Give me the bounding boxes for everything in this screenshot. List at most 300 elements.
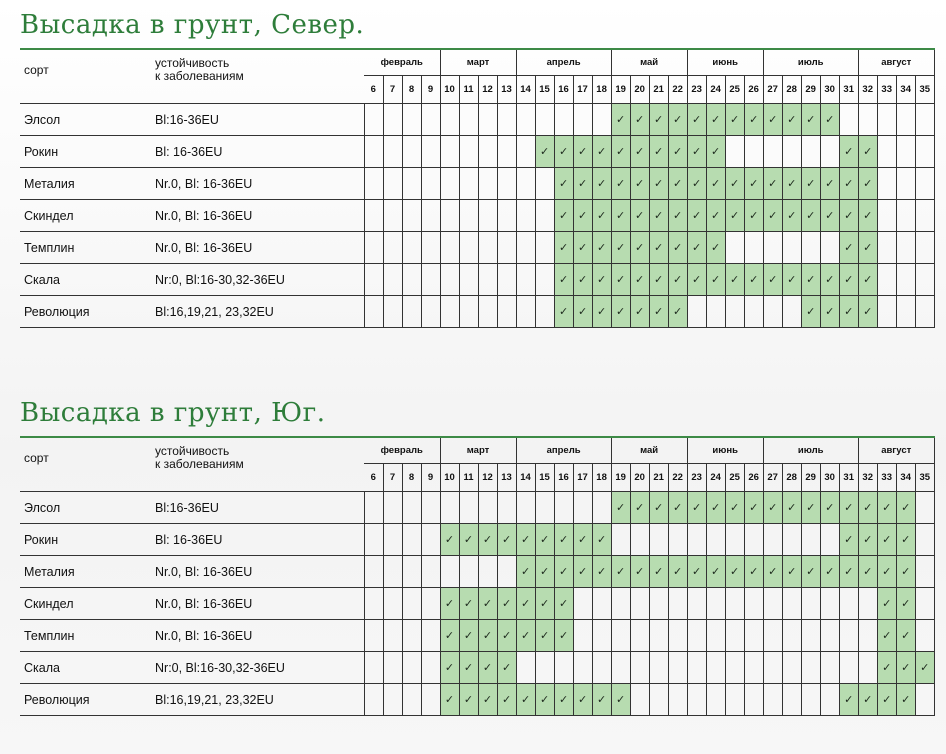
week-cell	[383, 620, 402, 652]
week-cell	[801, 620, 820, 652]
week-cell	[421, 104, 440, 136]
week-cell-planted: ✓	[668, 264, 687, 296]
week-cell-planted: ✓	[573, 524, 592, 556]
week-cell	[915, 492, 934, 524]
week-cell	[611, 588, 630, 620]
week-cell-planted: ✓	[573, 264, 592, 296]
week-cell-planted: ✓	[459, 652, 478, 684]
week-cell-planted: ✓	[668, 104, 687, 136]
week-cell	[421, 296, 440, 328]
week-cell	[687, 588, 706, 620]
week-cell-planted: ✓	[516, 620, 535, 652]
week-cell	[630, 588, 649, 620]
week-cell	[630, 652, 649, 684]
week-cell-planted: ✓	[801, 200, 820, 232]
week-cell-planted: ✓	[896, 588, 915, 620]
week-header: 30	[820, 76, 839, 104]
week-cell	[630, 620, 649, 652]
week-cell-planted: ✓	[478, 652, 497, 684]
variety-resistance: Nr.0, Bl: 16-36EU	[151, 232, 364, 264]
week-cell	[478, 200, 497, 232]
week-cell	[839, 620, 858, 652]
week-cell-planted: ✓	[858, 168, 877, 200]
week-cell	[478, 296, 497, 328]
week-cell	[801, 684, 820, 716]
week-cell	[896, 264, 915, 296]
header-resistance-line1: устойчивость	[155, 444, 230, 458]
week-cell-planted: ✓	[744, 492, 763, 524]
week-cell-planted: ✓	[687, 104, 706, 136]
week-cell	[402, 168, 421, 200]
week-cell-planted: ✓	[592, 556, 611, 588]
week-cell-planted: ✓	[611, 136, 630, 168]
week-cell	[497, 104, 516, 136]
week-cell-planted: ✓	[839, 200, 858, 232]
week-cell-planted: ✓	[668, 168, 687, 200]
planting-table	[20, 48, 935, 328]
week-cell-planted: ✓	[459, 620, 478, 652]
week-header: 8	[402, 464, 421, 492]
week-cell	[554, 652, 573, 684]
variety-name: Революция	[20, 684, 151, 716]
week-cell-planted: ✓	[459, 684, 478, 716]
week-cell-planted: ✓	[706, 556, 725, 588]
week-cell-planted: ✓	[858, 264, 877, 296]
week-cell	[763, 524, 782, 556]
week-cell-planted: ✓	[516, 588, 535, 620]
week-cell	[839, 652, 858, 684]
week-cell-planted: ✓	[896, 556, 915, 588]
week-cell	[383, 168, 402, 200]
week-cell	[573, 492, 592, 524]
week-cell	[896, 232, 915, 264]
week-header: 6	[364, 76, 383, 104]
week-cell	[744, 620, 763, 652]
week-cell	[516, 168, 535, 200]
week-cell-planted: ✓	[668, 200, 687, 232]
month-header: февраль	[364, 437, 440, 464]
week-header: 17	[573, 76, 592, 104]
header-resistance-line1: устойчивость	[155, 56, 230, 70]
week-header: 11	[459, 76, 478, 104]
variety-resistance: Nr.0, Bl: 16-36EU	[151, 588, 364, 620]
week-cell-planted: ✓	[497, 620, 516, 652]
week-cell	[364, 200, 383, 232]
week-cell-planted: ✓	[706, 136, 725, 168]
week-cell	[516, 232, 535, 264]
week-header: 29	[801, 76, 820, 104]
week-cell-planted: ✓	[801, 168, 820, 200]
week-cell	[459, 200, 478, 232]
week-cell	[687, 296, 706, 328]
week-cell-planted: ✓	[649, 492, 668, 524]
week-header: 24	[706, 464, 725, 492]
week-cell-planted: ✓	[839, 296, 858, 328]
week-cell	[421, 652, 440, 684]
week-cell	[383, 200, 402, 232]
month-header: июль	[763, 49, 858, 76]
week-cell-planted: ✓	[649, 104, 668, 136]
header-resistance	[151, 49, 364, 104]
week-cell	[459, 136, 478, 168]
week-header: 19	[611, 76, 630, 104]
week-cell	[706, 588, 725, 620]
week-cell	[706, 652, 725, 684]
variety-resistance: Nr:0, Bl:16-30,32-36EU	[151, 264, 364, 296]
week-cell-planted: ✓	[858, 556, 877, 588]
header-resistance-line2: к заболеваниям	[155, 69, 244, 83]
week-cell	[915, 200, 934, 232]
week-cell-planted: ✓	[611, 264, 630, 296]
week-cell	[440, 168, 459, 200]
week-cell	[383, 588, 402, 620]
week-header: 18	[592, 76, 611, 104]
week-cell	[402, 200, 421, 232]
week-cell-planted: ✓	[478, 588, 497, 620]
week-cell-planted: ✓	[649, 168, 668, 200]
header-variety: сорт	[20, 49, 151, 104]
week-cell	[858, 104, 877, 136]
variety-resistance: Nr.0, Bl: 16-36EU	[151, 620, 364, 652]
week-cell	[459, 492, 478, 524]
week-cell	[554, 104, 573, 136]
week-header: 28	[782, 464, 801, 492]
week-cell	[535, 652, 554, 684]
week-cell	[725, 620, 744, 652]
week-cell-planted: ✓	[478, 620, 497, 652]
week-cell-planted: ✓	[877, 492, 896, 524]
week-cell	[440, 232, 459, 264]
week-cell	[782, 296, 801, 328]
variety-row	[20, 136, 934, 168]
week-cell-planted: ✓	[706, 168, 725, 200]
week-cell-planted: ✓	[896, 492, 915, 524]
week-header: 30	[820, 464, 839, 492]
week-cell	[440, 136, 459, 168]
week-cell-planted: ✓	[459, 588, 478, 620]
week-header: 20	[630, 76, 649, 104]
week-cell	[364, 620, 383, 652]
week-cell-planted: ✓	[801, 492, 820, 524]
week-cell-planted: ✓	[820, 296, 839, 328]
week-cell-planted: ✓	[725, 168, 744, 200]
week-cell-planted: ✓	[801, 104, 820, 136]
week-cell	[421, 556, 440, 588]
week-header: 16	[554, 464, 573, 492]
week-cell	[763, 588, 782, 620]
week-cell	[421, 492, 440, 524]
week-cell-planted: ✓	[896, 620, 915, 652]
week-cell-planted: ✓	[668, 136, 687, 168]
month-header: май	[611, 437, 687, 464]
week-header: 23	[687, 464, 706, 492]
week-cell-planted: ✓	[573, 684, 592, 716]
variety-name: Скала	[20, 264, 151, 296]
week-cell-planted: ✓	[611, 232, 630, 264]
week-cell-planted: ✓	[839, 492, 858, 524]
week-cell-planted: ✓	[630, 136, 649, 168]
week-cell	[687, 620, 706, 652]
week-cell	[573, 652, 592, 684]
variety-row	[20, 652, 934, 684]
week-cell	[649, 524, 668, 556]
variety-name: Темплин	[20, 620, 151, 652]
week-cell	[497, 556, 516, 588]
week-cell	[801, 652, 820, 684]
week-cell	[535, 168, 554, 200]
week-cell-planted: ✓	[896, 684, 915, 716]
variety-name: Скиндел	[20, 200, 151, 232]
week-cell-planted: ✓	[801, 556, 820, 588]
week-cell	[573, 104, 592, 136]
week-cell-planted: ✓	[820, 168, 839, 200]
week-cell-planted: ✓	[630, 232, 649, 264]
variety-resistance: Bl: 16-36EU	[151, 136, 364, 168]
week-cell	[668, 652, 687, 684]
week-cell-planted: ✓	[630, 296, 649, 328]
week-cell	[725, 136, 744, 168]
week-cell	[706, 524, 725, 556]
week-cell	[744, 136, 763, 168]
week-header: 12	[478, 464, 497, 492]
variety-resistance: Nr.0, Bl: 16-36EU	[151, 556, 364, 588]
week-cell	[421, 168, 440, 200]
week-header: 9	[421, 76, 440, 104]
week-cell-planted: ✓	[858, 232, 877, 264]
week-cell	[383, 232, 402, 264]
week-header: 9	[421, 464, 440, 492]
week-cell	[573, 588, 592, 620]
week-cell	[782, 652, 801, 684]
week-cell	[535, 104, 554, 136]
week-cell	[421, 524, 440, 556]
week-cell-planted: ✓	[687, 168, 706, 200]
week-cell-planted: ✓	[630, 264, 649, 296]
week-cell	[364, 684, 383, 716]
week-cell	[421, 264, 440, 296]
week-cell	[440, 200, 459, 232]
week-cell-planted: ✓	[687, 556, 706, 588]
week-cell	[896, 104, 915, 136]
week-cell-planted: ✓	[630, 104, 649, 136]
week-cell-planted: ✓	[516, 524, 535, 556]
week-cell-planted: ✓	[440, 652, 459, 684]
week-cell	[497, 492, 516, 524]
week-cell	[630, 524, 649, 556]
week-cell	[896, 136, 915, 168]
week-cell	[402, 588, 421, 620]
week-cell	[592, 104, 611, 136]
week-header: 18	[592, 464, 611, 492]
week-cell	[535, 492, 554, 524]
week-header: 26	[744, 76, 763, 104]
week-header: 24	[706, 76, 725, 104]
week-cell-planted: ✓	[858, 296, 877, 328]
week-cell	[478, 136, 497, 168]
section-title: Высадка в грунт, Север.	[20, 10, 365, 40]
variety-name: Революция	[20, 296, 151, 328]
week-cell-planted: ✓	[554, 200, 573, 232]
week-cell	[877, 136, 896, 168]
week-cell-planted: ✓	[630, 556, 649, 588]
week-header: 22	[668, 76, 687, 104]
week-cell	[421, 684, 440, 716]
week-cell	[402, 556, 421, 588]
week-cell-planted: ✓	[763, 200, 782, 232]
week-cell-planted: ✓	[592, 200, 611, 232]
week-cell-planted: ✓	[725, 264, 744, 296]
week-cell-planted: ✓	[554, 684, 573, 716]
week-cell	[478, 232, 497, 264]
variety-row	[20, 524, 934, 556]
week-cell	[459, 264, 478, 296]
week-header: 13	[497, 464, 516, 492]
week-cell-planted: ✓	[687, 492, 706, 524]
week-cell-planted: ✓	[554, 168, 573, 200]
week-cell	[744, 296, 763, 328]
week-cell	[364, 588, 383, 620]
month-header: август	[858, 49, 934, 76]
week-cell	[592, 588, 611, 620]
planting-table	[20, 436, 935, 716]
week-cell-planted: ✓	[554, 620, 573, 652]
week-cell	[516, 200, 535, 232]
week-cell-planted: ✓	[858, 492, 877, 524]
week-cell-planted: ✓	[782, 200, 801, 232]
week-cell	[744, 652, 763, 684]
week-header: 14	[516, 464, 535, 492]
week-cell-planted: ✓	[630, 492, 649, 524]
week-cell-planted: ✓	[611, 492, 630, 524]
week-header: 34	[896, 464, 915, 492]
week-cell	[782, 588, 801, 620]
week-cell-planted: ✓	[744, 264, 763, 296]
week-cell-planted: ✓	[554, 556, 573, 588]
week-cell	[402, 524, 421, 556]
week-cell	[668, 684, 687, 716]
month-header: апрель	[516, 437, 611, 464]
week-cell	[402, 232, 421, 264]
week-cell	[706, 296, 725, 328]
week-header: 31	[839, 76, 858, 104]
week-cell-planted: ✓	[478, 524, 497, 556]
week-cell	[364, 168, 383, 200]
week-cell	[497, 264, 516, 296]
week-cell	[649, 684, 668, 716]
week-cell-planted: ✓	[877, 684, 896, 716]
week-cell-planted: ✓	[858, 136, 877, 168]
week-cell-planted: ✓	[896, 524, 915, 556]
week-header: 10	[440, 464, 459, 492]
week-cell-planted: ✓	[440, 620, 459, 652]
variety-resistance: Bl:16-36EU	[151, 104, 364, 136]
variety-name: Темплин	[20, 232, 151, 264]
week-cell	[402, 264, 421, 296]
week-header: 21	[649, 464, 668, 492]
week-cell	[839, 104, 858, 136]
week-cell	[877, 232, 896, 264]
week-cell	[573, 620, 592, 652]
week-cell	[478, 168, 497, 200]
week-cell-planted: ✓	[668, 232, 687, 264]
week-cell-planted: ✓	[763, 264, 782, 296]
week-cell	[782, 524, 801, 556]
variety-resistance: Bl:16-36EU	[151, 492, 364, 524]
week-cell-planted: ✓	[687, 136, 706, 168]
week-header: 14	[516, 76, 535, 104]
week-header: 25	[725, 464, 744, 492]
week-cell	[896, 296, 915, 328]
week-cell-planted: ✓	[573, 296, 592, 328]
week-cell-planted: ✓	[554, 296, 573, 328]
week-cell	[364, 232, 383, 264]
week-cell	[440, 264, 459, 296]
week-header: 19	[611, 464, 630, 492]
week-cell-planted: ✓	[649, 264, 668, 296]
month-header: февраль	[364, 49, 440, 76]
week-cell-planted: ✓	[839, 136, 858, 168]
week-cell	[649, 652, 668, 684]
week-cell	[364, 136, 383, 168]
week-header: 32	[858, 464, 877, 492]
week-cell	[497, 200, 516, 232]
week-cell-planted: ✓	[478, 684, 497, 716]
week-header: 33	[877, 76, 896, 104]
week-cell	[535, 232, 554, 264]
week-cell	[402, 492, 421, 524]
week-cell	[915, 684, 934, 716]
week-header: 7	[383, 76, 402, 104]
week-header: 17	[573, 464, 592, 492]
week-cell	[649, 588, 668, 620]
week-cell	[402, 296, 421, 328]
week-cell	[801, 524, 820, 556]
week-cell	[801, 232, 820, 264]
week-cell-planted: ✓	[858, 200, 877, 232]
week-cell-planted: ✓	[535, 136, 554, 168]
week-cell	[440, 556, 459, 588]
week-cell	[364, 492, 383, 524]
variety-name: Элсол	[20, 104, 151, 136]
week-cell	[763, 296, 782, 328]
week-cell	[915, 232, 934, 264]
week-header: 35	[915, 464, 934, 492]
week-cell	[687, 652, 706, 684]
week-cell-planted: ✓	[858, 524, 877, 556]
variety-resistance: Nr:0, Bl:16-30,32-36EU	[151, 652, 364, 684]
week-cell	[915, 168, 934, 200]
week-cell-planted: ✓	[592, 232, 611, 264]
header-resistance-line2: к заболеваниям	[155, 457, 244, 471]
week-cell-planted: ✓	[744, 200, 763, 232]
week-cell-planted: ✓	[611, 296, 630, 328]
week-cell	[725, 296, 744, 328]
week-cell	[364, 104, 383, 136]
week-cell	[402, 684, 421, 716]
week-cell	[820, 652, 839, 684]
week-header: 20	[630, 464, 649, 492]
week-header: 35	[915, 76, 934, 104]
week-cell	[915, 296, 934, 328]
week-cell	[459, 104, 478, 136]
week-cell-planted: ✓	[782, 168, 801, 200]
week-cell	[383, 652, 402, 684]
week-cell	[915, 524, 934, 556]
week-cell-planted: ✓	[839, 168, 858, 200]
month-header: июнь	[687, 437, 763, 464]
variety-row	[20, 556, 934, 588]
week-cell-planted: ✓	[782, 104, 801, 136]
